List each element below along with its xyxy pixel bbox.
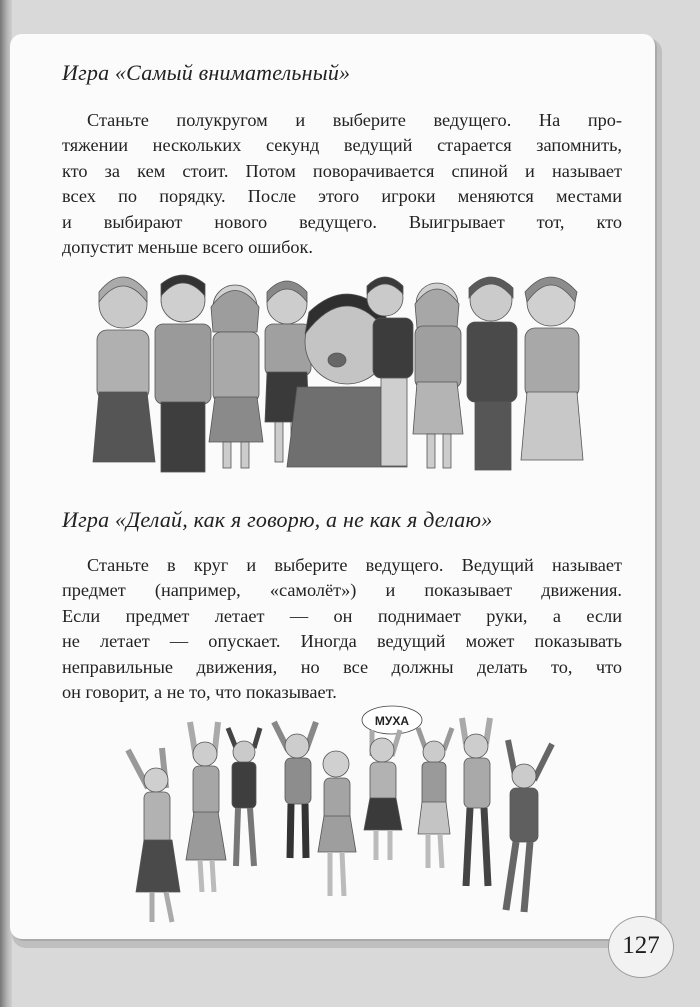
text-line: не летает — опускает. Иногда ведущий может показывать	[62, 631, 622, 652]
text-line: он говорит, а не то, что показывает.	[62, 682, 337, 703]
page-number: 127	[608, 916, 674, 978]
game-description-attentive	[62, 108, 622, 260]
text-line: Станьте полукругом и выберите ведущего. На про-	[87, 110, 622, 130]
text-line: Станьте в круг и выберите ведущего. Ведущий называет	[87, 555, 622, 575]
text-line: и выбирают нового ведущего. Выигрывает тот, кто	[62, 211, 622, 232]
text-line: Если предмет летает — он поднимает руки, а если	[62, 605, 622, 626]
children-row-illustration	[85, 262, 595, 477]
game-title-attentive: Игра «Самый внимательный»	[62, 60, 351, 85]
speech-bubble-text: МУХА	[374, 714, 410, 728]
text-line: кто за кем стоит. Потом поворачивается спиной и называет	[62, 160, 622, 181]
text-line: тяжении нескольких секунд ведущий старается запомнить,	[62, 135, 622, 156]
text-line: предмет (например, «самолёт») и показывает движения.	[62, 580, 622, 601]
text-line: всех по порядку. После этого игроки меняются местами	[62, 186, 622, 207]
game-title-do-as-i-say: Игра «Делай, как я говорю, а не как я делаю»	[62, 507, 493, 532]
text-line: неправильные движения, но все должны делать то, что	[62, 656, 622, 677]
text-line: допустит меньше всего ошибок.	[62, 237, 314, 258]
game-description-do-as-i-say	[62, 553, 622, 705]
children-circle-illustration	[110, 700, 570, 930]
